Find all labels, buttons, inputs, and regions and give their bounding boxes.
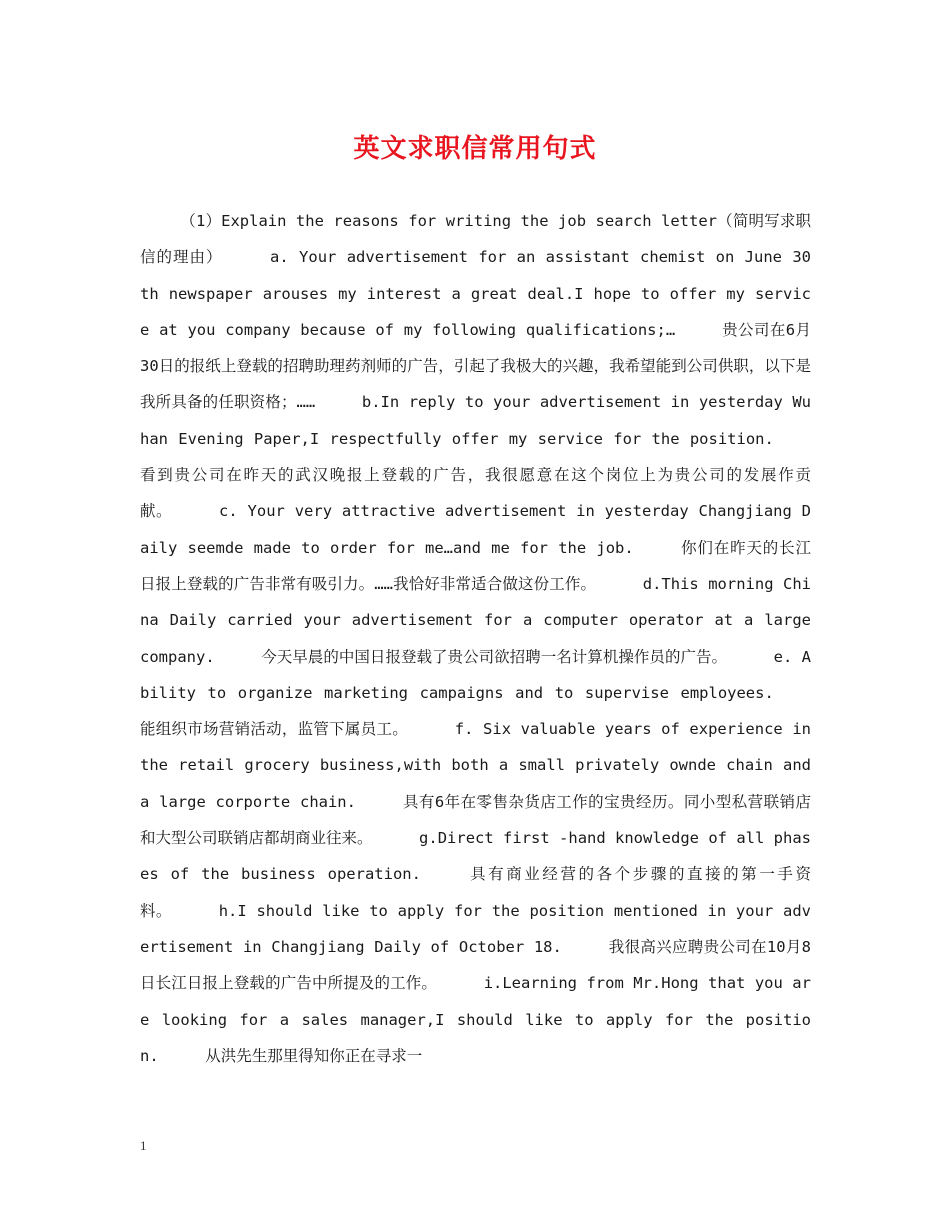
- entry-i-chinese: 从洪先生那里得知你正在寻求一: [205, 1046, 423, 1065]
- entry-e-chinese: 能组织市场营销活动，监管下属员工。: [140, 720, 408, 739]
- page-number: 1: [140, 1138, 147, 1153]
- entry-intro: （1）Explain the reasons for writing the job search letter（简明写求职信的理由）: [140, 212, 811, 267]
- entry-h-chinese: 我很高兴应聘贵公司在10月8日长江日报上登载的广告中所提及的工作。: [140, 937, 811, 993]
- entry-c-chinese: 你们在昨天的长江日报上登载的广告非常有吸引力。……我恰好非常适合做这份工作。: [140, 538, 811, 593]
- entry-b-chinese: 看到贵公司在昨天的武汉晚报上登载的广告，我很愿意在这个岗位上为贵公司的发展作贡献。: [140, 466, 811, 521]
- entry-i-english: i.Learning from Mr.Hong that you are looking for a sales manager,I should like to apply for the position.: [140, 974, 811, 1065]
- entry-g-english: g.Direct first -hand knowledge of all phases of the business operation.: [140, 829, 811, 884]
- entry-g-chinese: 具有商业经营的各个步骤的直接的第一手资料。: [140, 865, 811, 920]
- entry-f-english: f. Six valuable years of experience in the retail grocery business,with both a small privately ownde chain and a large corporte chain.: [140, 720, 811, 811]
- entry-f-chinese: 具有6年在零售杂货店工作的宝贵经历。同小型私营联销店和大型公司联销店都胡商业往来。: [140, 792, 811, 848]
- entry-b-english: b.In reply to your advertisement in yesterday Wuhan Evening Paper,I respectfully offer my service for the position.: [140, 393, 811, 448]
- entry-a-english: a. Your advertisement for an assistant chemist on June 30 th newspaper arouses my interest a great deal.I hope to offer my service at you company because of my following qualifications;…: [140, 248, 811, 339]
- body-paragraph: [140, 203, 811, 1074]
- page-title: 英文求职信常用句式: [353, 134, 597, 164]
- entry-a-chinese: 贵公司在6月30日的报纸上登载的招聘助理药剂师的广告，引起了我极大的兴趣，我希望能到公司供职，以下是我所具备的任职资格；……: [140, 320, 811, 412]
- entry-h-english: h.I should like to apply for the position mentioned in your advertisement in Changjiang Daily of October 18.: [140, 901, 811, 956]
- entry-e-english: e. Ability to organize marketing campaigns and to supervise employees.: [140, 647, 811, 702]
- entry-c-english: c. Your very attractive advertisement in yesterday Changjiang Daily seemde made to order for me…and me for the job.: [140, 502, 811, 557]
- entry-d-chinese: 今天早晨的中国日报登载了贵公司欲招聘一名计算机操作员的广告。: [261, 647, 728, 666]
- entry-d-english: d.This morning China Daily carried your advertisement for a computer operator at a large company.: [140, 574, 811, 666]
